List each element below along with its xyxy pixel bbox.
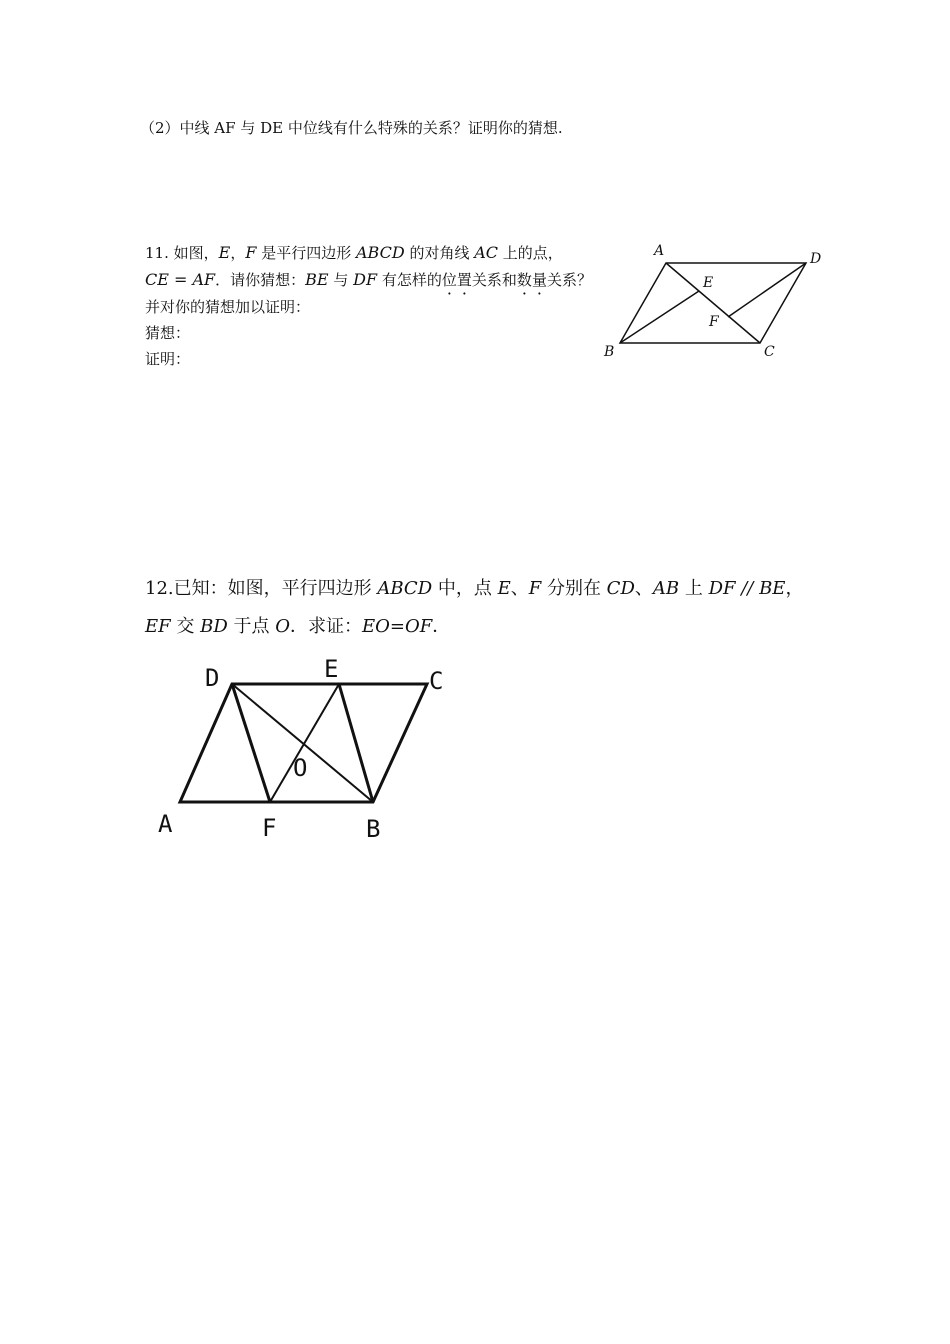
q11-line1-rest: 是平行四边形: [256, 244, 356, 262]
q12-eo-of: EO=OF: [361, 616, 433, 637]
q12-label-o: O: [293, 754, 308, 782]
q12-cd: CD: [606, 578, 635, 599]
q11-ce-af: CE = AF: [145, 270, 216, 289]
q11-abcd: ABCD: [355, 243, 405, 262]
q11-f: F: [245, 243, 257, 262]
q11-comma1: ，: [230, 244, 246, 262]
q11-label-a: A: [654, 243, 665, 259]
q11-line3: 并对你的猜想加以证明：: [145, 298, 311, 316]
q11-line2-end: 关系？: [546, 271, 592, 289]
q12-label-b: B: [366, 815, 381, 843]
q12-ab: AB: [652, 578, 680, 599]
q12-diagonal-bd: [232, 684, 373, 802]
q12-segment-ef: [270, 684, 339, 802]
q12-text2: 中，点: [432, 578, 498, 599]
q12-label-f: F: [262, 814, 277, 842]
q11-line1-rest3: 上的点，: [498, 244, 563, 262]
q11-line1-rest2: 的对角线: [404, 244, 475, 262]
q12-sep: 、: [510, 578, 529, 599]
q11-e: E: [218, 243, 231, 262]
q12-text3: 分别在: [541, 578, 607, 599]
q12-text1: 12.已知：如图，平行四边形: [145, 578, 378, 599]
q11-label-b: B: [604, 344, 615, 360]
q12-sep2: 、: [634, 578, 653, 599]
q11-guess-label: 猜想：: [145, 324, 191, 342]
q12-segment-be: [339, 684, 373, 802]
q11-label-d: D: [810, 251, 822, 267]
q12-abcd: ABCD: [377, 578, 433, 599]
q12-e: E: [497, 578, 511, 599]
q11-df: DF: [353, 270, 378, 289]
q11-line2-mid4: 关系和: [471, 271, 517, 289]
q12-text6: 交: [170, 616, 201, 637]
q12-o: O: [275, 616, 290, 637]
q12-text4: 上: [679, 578, 709, 599]
q11-label-f: F: [709, 314, 719, 330]
q11-quantity-char-1: 数: [516, 271, 532, 289]
q11-position-char-1: 位: [441, 271, 457, 289]
q12-bd: BD: [200, 616, 228, 637]
q12-f: F: [528, 578, 542, 599]
q12-ef: EF: [145, 616, 171, 637]
q11-proof-label: 证明：: [145, 350, 191, 368]
q11-position-char-2: 置: [456, 271, 472, 289]
q11-be: BE: [305, 270, 329, 289]
q12-text5: ，: [785, 578, 804, 599]
q12-df-be: DF // BE: [708, 578, 786, 599]
q12-text9: ．: [432, 616, 451, 637]
q11-line2-mid3: 有怎样的: [377, 271, 442, 289]
q12-text8: ．求证：: [289, 616, 362, 637]
q11-label-c: C: [764, 344, 775, 360]
q10-part2: （2）中线 AF 与 DE 中位线有什么特殊的关系？证明你的猜想.: [140, 119, 563, 137]
q12-label-a: A: [158, 810, 173, 838]
q11-label-e: E: [703, 275, 714, 291]
q12-text7: 于点: [227, 616, 276, 637]
q11-line1: 11. 如图，: [145, 244, 219, 262]
q11-ac: AC: [474, 243, 499, 262]
q12-segment-df: [232, 684, 270, 802]
q12-label-d: D: [205, 664, 220, 692]
q11-line2-mid2: 与: [328, 271, 354, 289]
q12-label-e: E: [324, 655, 339, 683]
q11-quantity-char-2: 量: [531, 271, 547, 289]
q11-line2-mid: ．请你猜想：: [215, 271, 306, 289]
q12-label-c: C: [429, 667, 444, 695]
